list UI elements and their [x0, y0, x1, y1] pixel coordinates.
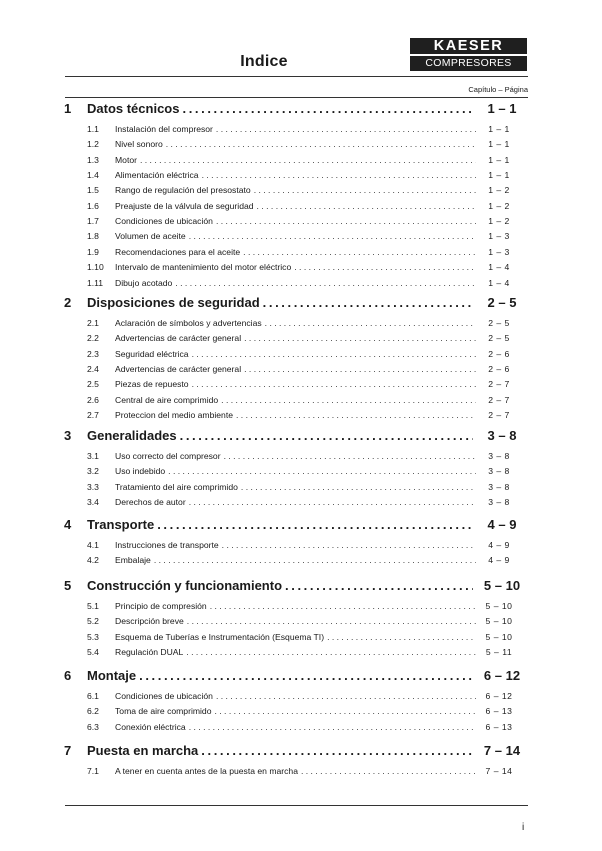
section-page: 2 – 7: [488, 379, 510, 390]
dot-leader: [214, 705, 476, 718]
dot-leader: [189, 721, 476, 734]
toc-chapter[interactable]: [0, 295, 602, 311]
section-page: 3 – 8: [488, 466, 510, 477]
kaeser-logo: [410, 38, 527, 71]
section-title-row: [115, 348, 476, 361]
dot-leader: [244, 332, 476, 345]
section-title: Seguridad eléctrica: [115, 348, 189, 359]
chapter-title: Puesta en marcha: [87, 743, 199, 758]
toc-section[interactable]: [0, 690, 602, 703]
column-header-chapter-page: Capítulo – Página: [468, 85, 528, 94]
section-title-row: [115, 496, 476, 509]
toc-section[interactable]: [0, 169, 602, 182]
chapter-number: 5: [64, 578, 72, 593]
dot-leader: [154, 554, 476, 567]
section-page: 2 – 5: [488, 318, 510, 328]
section-number: 1.1: [87, 124, 99, 134]
section-title-row: [115, 154, 476, 167]
section-number: 4.2: [87, 555, 99, 566]
section-number: 1.7: [87, 216, 99, 227]
section-number: 3.1: [87, 451, 99, 461]
section-title: Advertencias de carácter general: [115, 333, 242, 344]
toc-section[interactable]: [0, 721, 602, 734]
chapter-title-row: [87, 743, 473, 759]
section-title-row: [115, 363, 476, 376]
toc-section[interactable]: [0, 317, 602, 330]
toc-section[interactable]: [0, 465, 602, 478]
section-page: 3 – 8: [488, 481, 510, 492]
dot-leader: [257, 200, 476, 213]
toc-section[interactable]: [0, 348, 602, 361]
section-number: 1.3: [87, 154, 99, 165]
section-title-row: [115, 246, 476, 259]
section-page: 1 – 2: [488, 216, 510, 227]
toc-section[interactable]: [0, 200, 602, 213]
section-number: 6.2: [87, 706, 99, 717]
section-title: Preajuste de la válvula de seguridad: [115, 200, 254, 211]
toc-section[interactable]: [0, 496, 602, 509]
section-number: 1.6: [87, 200, 99, 211]
section-title: Regulación DUAL: [115, 647, 184, 658]
section-number: 2.2: [87, 333, 99, 344]
section-title: Tratamiento del aire comprimido: [115, 481, 238, 492]
toc-chapter[interactable]: [0, 428, 602, 444]
section-title-row: [115, 705, 476, 718]
section-title: Derechos de autor: [115, 497, 186, 508]
section-number: 4.1: [87, 540, 99, 550]
dot-leader: [301, 765, 476, 778]
section-title: Advertencias de carácter general: [115, 364, 242, 375]
section-title: Condiciones de ubicación: [115, 691, 213, 701]
section-page: 1 – 3: [488, 246, 510, 257]
dot-leader: [244, 363, 476, 376]
toc-section[interactable]: [0, 332, 602, 345]
dot-leader: [139, 668, 473, 684]
chapter-title-row: [87, 428, 473, 444]
toc-section[interactable]: [0, 554, 602, 567]
chapter-title: Generalidades: [87, 428, 177, 443]
section-number: 5.1: [87, 601, 99, 611]
section-title-row: [115, 277, 476, 290]
dot-leader: [157, 517, 473, 533]
section-number: 1.10: [87, 262, 104, 273]
toc-section[interactable]: [0, 277, 602, 290]
section-title: Rango de regulación del presostato: [115, 185, 251, 196]
section-number: 3.3: [87, 481, 99, 492]
chapter-number: 2: [64, 295, 72, 310]
dot-leader: [182, 101, 473, 117]
dot-leader: [263, 295, 473, 311]
section-title: Descripción breve: [115, 616, 184, 627]
section-title-row: [115, 200, 476, 213]
section-title: Conexión eléctrica: [115, 721, 186, 732]
section-page: 1 – 1: [488, 139, 510, 150]
dot-leader: [222, 539, 476, 552]
section-number: 3.2: [87, 466, 99, 477]
section-number: 2.3: [87, 348, 99, 359]
section-title: Aclaración de símbolos y advertencias: [115, 318, 262, 328]
dot-leader: [192, 378, 476, 391]
section-number: 2.5: [87, 379, 99, 390]
section-page: 1 – 2: [488, 200, 510, 211]
toc-section[interactable]: [0, 378, 602, 391]
section-page: 5 – 10: [485, 616, 513, 627]
section-number: 5.3: [87, 631, 99, 642]
section-page: 6 – 12: [485, 691, 513, 701]
section-title: Esquema de Tuberías e Instrumentación (Esquema TI): [115, 631, 325, 642]
section-title: Volumen de aceite: [115, 231, 186, 242]
page-title: Indice: [240, 53, 288, 70]
toc-section[interactable]: [0, 394, 602, 407]
dot-leader: [166, 138, 476, 151]
chapter-page: 2 – 5: [487, 295, 517, 310]
section-number: 1.5: [87, 185, 99, 196]
section-title-row: [115, 378, 476, 391]
dot-leader: [216, 690, 476, 703]
section-title-row: [115, 261, 476, 274]
section-title-row: [115, 450, 476, 463]
toc-chapter[interactable]: [0, 668, 602, 684]
toc-section[interactable]: [0, 765, 602, 778]
section-title-row: [115, 690, 476, 703]
chapter-number: 1: [64, 101, 72, 116]
section-title-row: [115, 465, 476, 478]
section-title: Principio de compresión: [115, 601, 207, 611]
section-title: Intervalo de mantenimiento del motor eléctrico: [115, 262, 292, 273]
section-title: Central de aire comprimido: [115, 394, 219, 405]
dot-leader: [140, 154, 476, 167]
section-number: 2.7: [87, 410, 99, 421]
section-title: Uso correcto del compresor: [115, 451, 221, 461]
dot-leader: [187, 615, 476, 628]
section-title: Toma de aire comprimido: [115, 706, 212, 717]
dot-leader: [192, 348, 476, 361]
section-title-row: [115, 169, 476, 182]
dot-leader: [216, 215, 476, 228]
section-title: Condiciones de ubicación: [115, 216, 213, 227]
chapter-title: Montaje: [87, 668, 137, 683]
toc-section[interactable]: [0, 215, 602, 228]
toc-section[interactable]: [0, 261, 602, 274]
chapter-title-row: [87, 578, 473, 594]
dot-leader: [186, 646, 476, 659]
page-number: i: [522, 822, 525, 833]
chapter-page: 3 – 8: [487, 428, 517, 443]
toc-section[interactable]: [0, 481, 602, 494]
chapter-page: 4 – 9: [487, 517, 517, 532]
section-title-row: [115, 184, 476, 197]
section-title: Alimentación eléctrica: [115, 170, 199, 181]
section-page: 2 – 5: [488, 333, 510, 344]
section-page: 2 – 6: [488, 364, 510, 375]
toc-section[interactable]: [0, 230, 602, 243]
dot-leader: [224, 450, 476, 463]
dot-leader: [168, 465, 476, 478]
section-title-row: [115, 215, 476, 228]
section-title-row: [115, 123, 476, 136]
section-title-row: [115, 394, 476, 407]
section-page: 5 – 11: [485, 647, 513, 658]
section-title: Instalación del compresor: [115, 124, 213, 134]
dot-leader: [327, 631, 476, 644]
section-page: 1 – 4: [488, 277, 510, 288]
section-number: 2.6: [87, 394, 99, 405]
dot-leader: [189, 496, 476, 509]
section-title-row: [115, 539, 476, 552]
chapter-page: 1 – 1: [487, 101, 517, 116]
section-title-row: [115, 721, 476, 734]
chapter-title-row: [87, 295, 473, 311]
section-number: 1.11: [87, 277, 104, 288]
section-page: 1 – 2: [488, 185, 510, 196]
section-page: 1 – 1: [488, 170, 510, 181]
toc-chapter[interactable]: [0, 578, 602, 594]
section-number: 1.8: [87, 231, 99, 242]
toc-chapter[interactable]: [0, 101, 602, 117]
section-page: 6 – 13: [485, 706, 513, 717]
section-number: 5.2: [87, 616, 99, 627]
chapter-page: 5 – 10: [483, 578, 521, 593]
dot-leader: [285, 578, 473, 594]
toc-section[interactable]: [0, 646, 602, 659]
chapter-number: 6: [64, 668, 72, 683]
section-number: 3.4: [87, 497, 99, 508]
header-rule: [65, 76, 528, 77]
section-number: 1.2: [87, 139, 99, 150]
section-page: 1 – 1: [488, 124, 510, 134]
section-page: 4 – 9: [488, 540, 510, 550]
section-title-row: [115, 765, 476, 778]
dot-leader: [236, 409, 476, 422]
dot-leader: [221, 394, 476, 407]
dot-leader: [216, 123, 476, 136]
section-title-row: [115, 332, 476, 345]
section-title: Motor: [115, 154, 137, 165]
section-number: 1.9: [87, 246, 99, 257]
section-page: 1 – 1: [488, 154, 510, 165]
section-title-row: [115, 600, 476, 613]
section-page: 4 – 9: [488, 555, 510, 566]
section-title: Dibujo acotado: [115, 277, 173, 288]
section-page: 2 – 6: [488, 348, 510, 359]
dot-leader: [210, 600, 476, 613]
chapter-title: Disposiciones de seguridad: [87, 295, 260, 310]
section-page: 5 – 10: [485, 601, 513, 611]
section-page: 1 – 3: [488, 231, 510, 242]
logo-line-1: KAESER: [410, 38, 527, 54]
section-title-row: [115, 138, 476, 151]
toc-section[interactable]: [0, 450, 602, 463]
section-page: 3 – 8: [488, 451, 510, 461]
section-title: Nivel sonoro: [115, 139, 163, 150]
section-number: 7.1: [87, 766, 99, 776]
section-page: 5 – 10: [485, 631, 513, 642]
chapter-title-row: [87, 668, 473, 684]
section-title-row: [115, 230, 476, 243]
toc-section[interactable]: [0, 363, 602, 376]
section-title: Recomendaciones para el aceite: [115, 246, 241, 257]
toc-section[interactable]: [0, 246, 602, 259]
section-title: Instrucciones de transporte: [115, 540, 219, 550]
toc-section[interactable]: [0, 154, 602, 167]
chapter-title-row: [87, 101, 473, 117]
footer-rule: [65, 805, 528, 806]
section-title: Proteccion del medio ambiente: [115, 410, 233, 421]
section-number: 2.1: [87, 318, 99, 328]
toc-section[interactable]: [0, 539, 602, 552]
dot-leader: [202, 169, 476, 182]
section-page: 1 – 4: [488, 262, 510, 273]
toc-section[interactable]: [0, 631, 602, 644]
section-page: 7 – 14: [485, 766, 513, 776]
section-page: 2 – 7: [488, 394, 510, 405]
chapter-number: 7: [64, 743, 72, 758]
dot-leader: [243, 246, 476, 259]
toc-section[interactable]: [0, 123, 602, 136]
section-number: 2.4: [87, 364, 99, 375]
chapter-title: Transporte: [87, 517, 155, 532]
section-title: A tener en cuenta antes de la puesta en marcha: [115, 766, 298, 776]
dot-leader: [180, 428, 473, 444]
section-title-row: [115, 615, 476, 628]
section-title-row: [115, 317, 476, 330]
toc-section[interactable]: [0, 409, 602, 422]
section-page: 6 – 13: [485, 721, 513, 732]
section-title: Piezas de repuesto: [115, 379, 189, 390]
section-title-row: [115, 409, 476, 422]
chapter-page: 6 – 12: [483, 668, 521, 683]
section-number: 5.4: [87, 647, 99, 658]
section-number: 6.3: [87, 721, 99, 732]
section-title: Embalaje: [115, 555, 151, 566]
logo-line-2: COMPRESORES: [410, 56, 527, 71]
dot-leader: [201, 743, 473, 759]
chapter-title: Construcción y funcionamiento: [87, 578, 283, 593]
section-title: Uso indebido: [115, 466, 166, 477]
toc-section[interactable]: [0, 138, 602, 151]
toc-chapter[interactable]: [0, 743, 602, 759]
chapter-title-row: [87, 517, 473, 533]
chapter-page: 7 – 14: [483, 743, 521, 758]
toc-section[interactable]: [0, 705, 602, 718]
section-title-row: [115, 554, 476, 567]
chapter-number: 4: [64, 517, 72, 532]
section-number: 6.1: [87, 691, 99, 701]
section-number: 1.4: [87, 170, 99, 181]
chapter-title: Datos técnicos: [87, 101, 180, 116]
section-page: 3 – 8: [488, 497, 510, 508]
toc-chapter[interactable]: [0, 517, 602, 533]
toc-section[interactable]: [0, 184, 602, 197]
dot-leader: [254, 184, 476, 197]
toc-section[interactable]: [0, 600, 602, 613]
dot-leader: [265, 317, 476, 330]
dot-leader: [294, 261, 476, 274]
chapter-number: 3: [64, 428, 72, 443]
section-page: 2 – 7: [488, 410, 510, 421]
section-title-row: [115, 481, 476, 494]
section-title-row: [115, 646, 476, 659]
section-title-row: [115, 631, 476, 644]
dot-leader: [241, 481, 476, 494]
header-rule-bottom: [65, 97, 528, 98]
dot-leader: [175, 277, 476, 290]
dot-leader: [189, 230, 476, 243]
toc-section[interactable]: [0, 615, 602, 628]
